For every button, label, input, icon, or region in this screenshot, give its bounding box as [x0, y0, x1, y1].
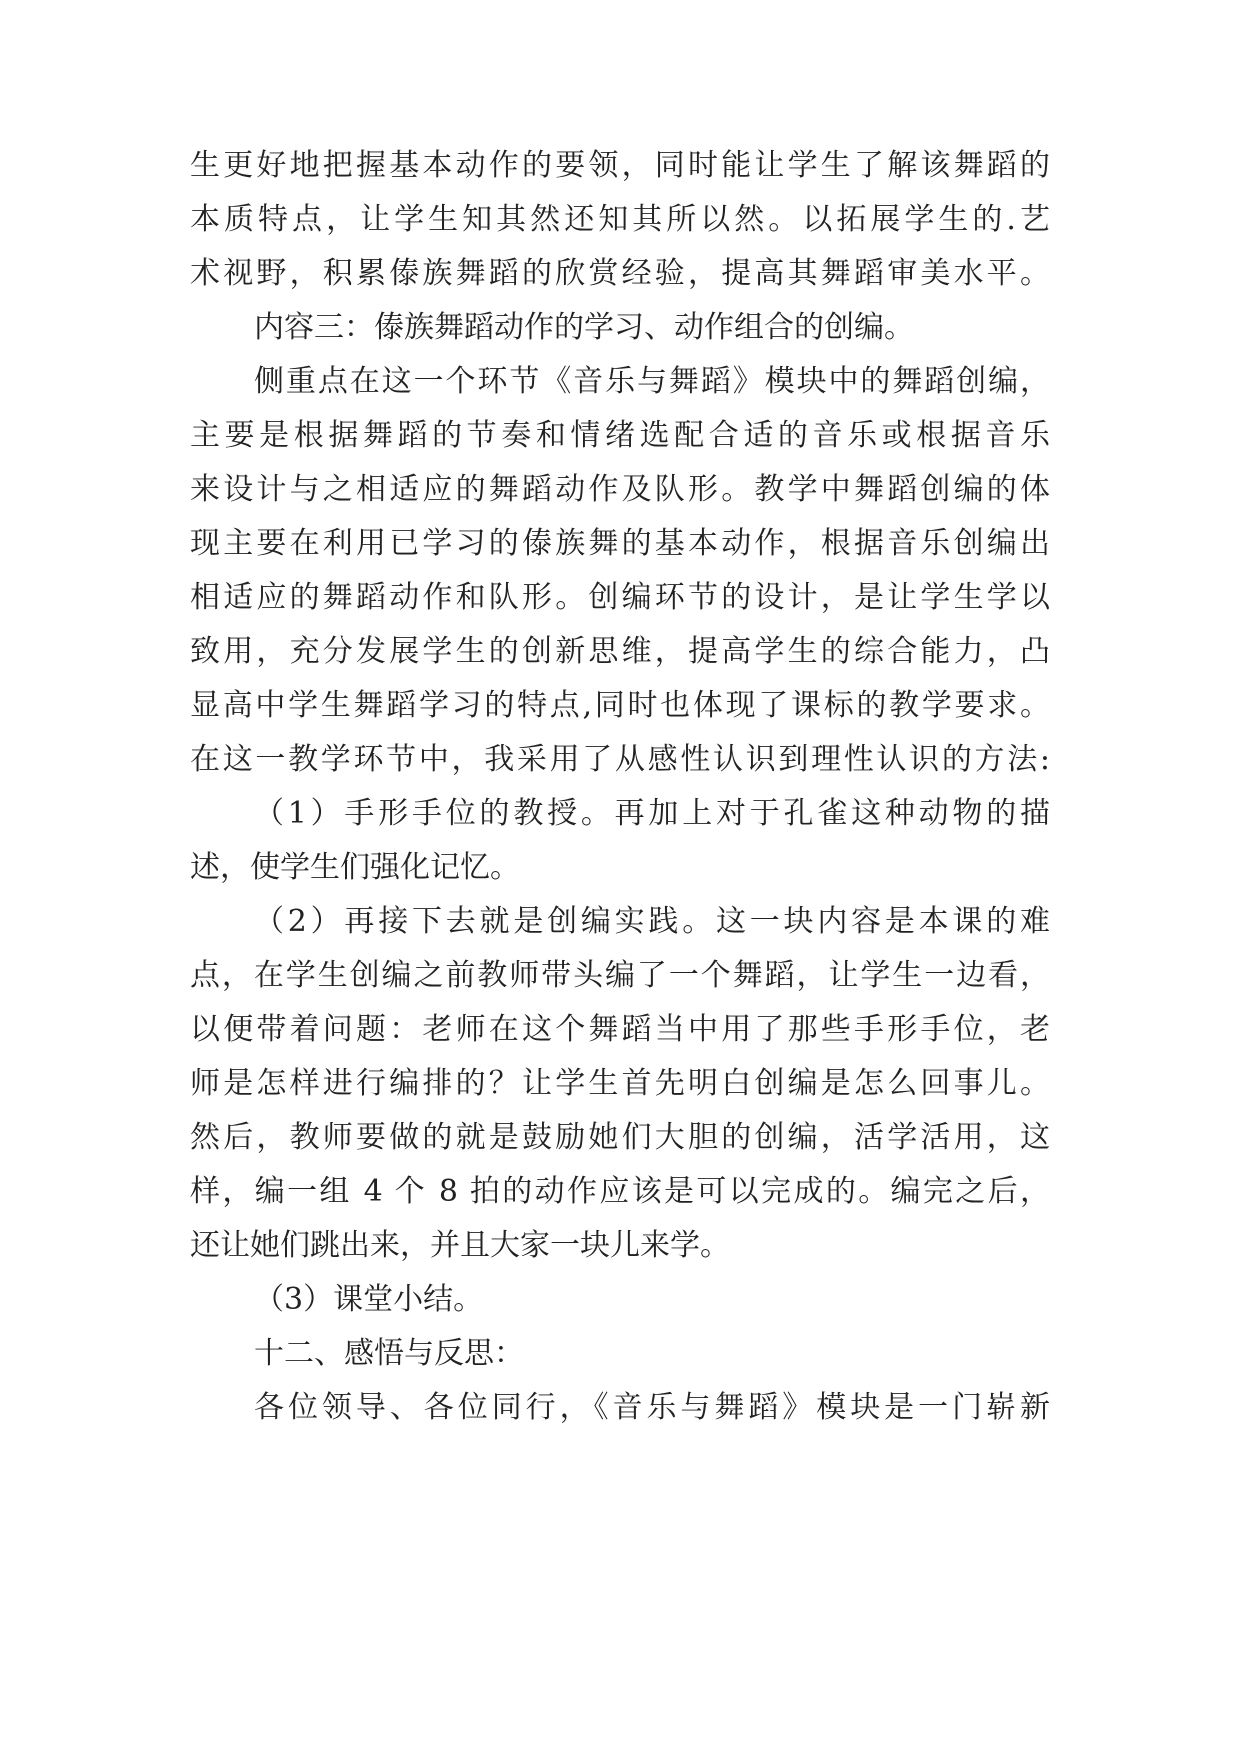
- text-line: （2）再接下去就是创编实践。这一块内容是本课的难: [254, 904, 1050, 939]
- text-line: 样，编一组 4 个 8 拍的动作应该是可以完成的。编完之后，: [190, 1174, 1050, 1209]
- text-line: 本质特点，让学生知其然还知其所以然。以拓展学生的.艺: [190, 202, 1050, 237]
- text-line: 术视野，积累傣族舞蹈的欣赏经验，提高其舞蹈审美水平。: [190, 256, 1050, 291]
- text-line: 以便带着问题：老师在这个舞蹈当中用了那些手形手位，老: [190, 1012, 1050, 1047]
- text-line: 相适应的舞蹈动作和队形。创编环节的设计，是让学生学以: [190, 580, 1050, 615]
- text-line: （1）手形手位的教授。再加上对于孔雀这种动物的描: [254, 796, 1050, 831]
- text-line: （3）课堂小结。: [254, 1282, 484, 1317]
- text-line: 侧重点在这一个环节《音乐与舞蹈》模块中的舞蹈创编，: [254, 364, 1050, 399]
- text-line: 生更好地把握基本动作的要领，同时能让学生了解该舞蹈的: [190, 148, 1050, 183]
- text-line: 内容三：傣族舞蹈动作的学习、动作组合的创编。: [254, 310, 914, 345]
- text-line: 在这一教学环节中，我采用了从感性认识到理性认识的方法:: [190, 742, 1050, 777]
- text-line: 师是怎样进行编排的？让学生首先明白创编是怎么回事儿。: [190, 1066, 1050, 1101]
- text-line: 述，使学生们强化记忆。: [190, 850, 520, 885]
- text-line: 现主要在利用已学习的傣族舞的基本动作，根据音乐创编出: [190, 526, 1050, 561]
- text-line: 来设计与之相适应的舞蹈动作及队形。教学中舞蹈创编的体: [190, 472, 1050, 507]
- section-heading: 十二、感悟与反思：: [254, 1336, 524, 1371]
- text-line: 主要是根据舞蹈的节奏和情绪选配合适的音乐或根据音乐: [190, 418, 1050, 453]
- text-line: 显高中学生舞蹈学习的特点,同时也体现了课标的教学要求。: [190, 688, 1050, 723]
- text-line: 致用，充分发展学生的创新思维，提高学生的综合能力，凸: [190, 634, 1050, 669]
- text-line: 然后，教师要做的就是鼓励她们大胆的创编，活学活用，这: [190, 1120, 1050, 1155]
- text-line: 点，在学生创编之前教师带头编了一个舞蹈，让学生一边看，: [190, 958, 1050, 993]
- text-line: 各位领导、各位同行，《音乐与舞蹈》模块是一门崭新: [254, 1390, 1050, 1425]
- text-line: 还让她们跳出来，并且大家一块儿来学。: [190, 1228, 730, 1263]
